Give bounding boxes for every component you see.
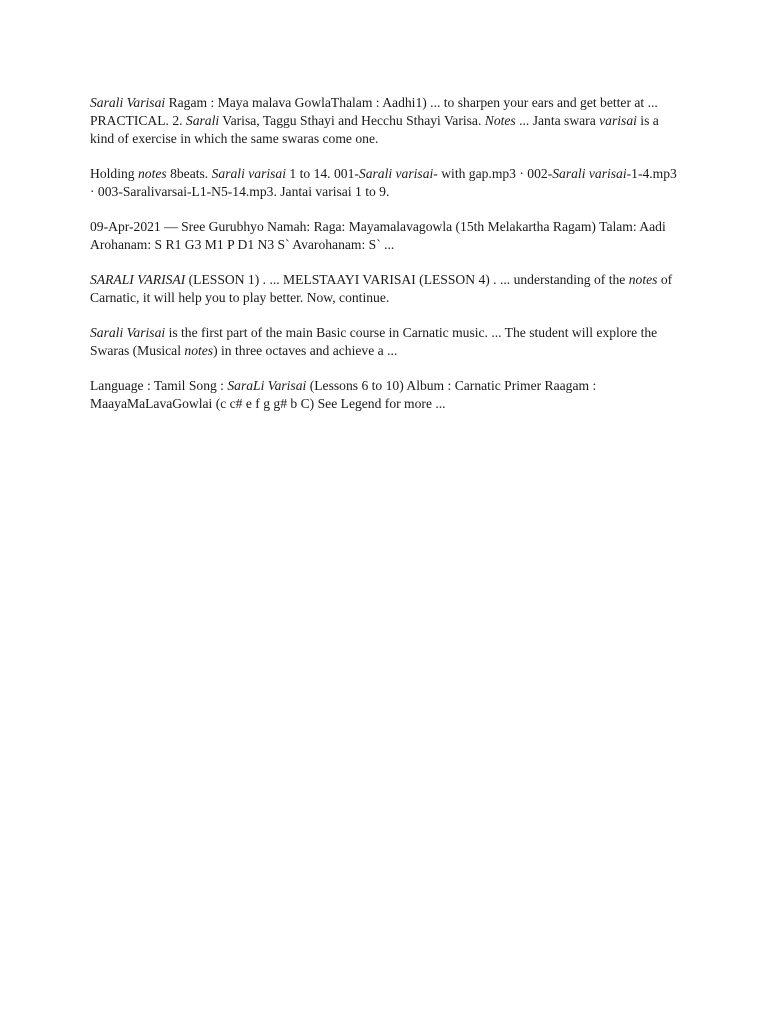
snippet-text: (Lessons 6 to 10) Album : Carnatic Primer Raagam : MaayaMaLavaGowlai (c c# e f g g# b C) See Legend for more ... — [90, 378, 597, 411]
snippet-text: (LESSON 1) . ... MELSTAAYI VARISAI (LESSON 4) . ... understanding of the — [185, 272, 629, 287]
snippet-text: Varisa, Taggu Sthayi and Hecchu Sthayi Varisa. — [219, 113, 485, 128]
snippet-paragraph — [90, 218, 680, 254]
snippet-line — [90, 377, 680, 413]
emphasized-term: Notes — [484, 113, 516, 128]
emphasized-term: Sarali — [185, 113, 220, 128]
emphasized-term: Sarali varisai — [358, 166, 434, 181]
emphasized-term: Sarali Varisai — [90, 95, 166, 110]
emphasized-term: notes — [137, 166, 167, 181]
snippet-line — [90, 165, 680, 201]
snippet-text: ... Janta swara — [515, 113, 600, 128]
snippet-line — [90, 94, 680, 112]
snippet-text: - with gap.mp3 · 002- — [433, 166, 553, 181]
emphasized-term: SaraLi Varisai — [227, 378, 307, 393]
snippet-text: is a kind of exercise in which the same swaras come one. — [90, 113, 659, 146]
snippet-text: ) in three octaves and achieve a ... — [213, 343, 398, 358]
snippet-text: Holding — [90, 166, 138, 181]
snippet-text: 1 to 14. 001- — [286, 166, 359, 181]
emphasized-term: Sarali varisai — [552, 166, 627, 181]
emphasized-term: Sarali varisai — [211, 166, 287, 181]
emphasized-term: Sarali Varisai — [90, 325, 166, 340]
snippet-line — [90, 218, 680, 254]
snippet-text: 8beats. — [166, 166, 212, 181]
snippet-text: Ragam : Maya malava GowlaThalam : Aadhi1) ... to sharpen your ears and get better at ... — [165, 95, 658, 110]
search-snippets — [90, 94, 680, 430]
snippet-paragraph — [90, 94, 680, 148]
snippet-paragraph — [90, 377, 680, 413]
snippet-paragraph — [90, 324, 680, 360]
snippet-line — [90, 271, 680, 307]
emphasized-term: notes — [184, 343, 214, 358]
snippet-text: Language : Tamil Song : — [90, 378, 228, 393]
snippet-paragraph — [90, 271, 680, 307]
snippet-line — [90, 324, 680, 360]
snippet-text: -1-4.mp3 · 003-Saralivarsai-L1-N5-14.mp3. Jantai varisai 1 to 9. — [90, 166, 677, 199]
emphasized-term: notes — [628, 272, 658, 287]
snippet-text: of Carnatic, it will help you to play better. Now, continue. — [90, 272, 673, 305]
emphasized-term: SARALI VARISAI — [90, 272, 186, 287]
snippet-line — [90, 112, 680, 148]
snippet-text: PRACTICAL. 2. — [90, 113, 186, 128]
snippet-paragraph — [90, 165, 680, 201]
snippet-text: 09-Apr-2021 — Sree Gurubhyo Namah: Raga: Mayamalavagowla (15th Melakartha Ragam) Talam: Aadi Arohanam: S R1 G3 M1 P D1 N3 S` Avarohanam: S` ... — [90, 219, 666, 252]
emphasized-term: varisai — [599, 113, 637, 128]
snippet-text: is the first part of the main Basic course in Carnatic music. ... The student will explore the Swaras (Musical — [90, 325, 658, 358]
